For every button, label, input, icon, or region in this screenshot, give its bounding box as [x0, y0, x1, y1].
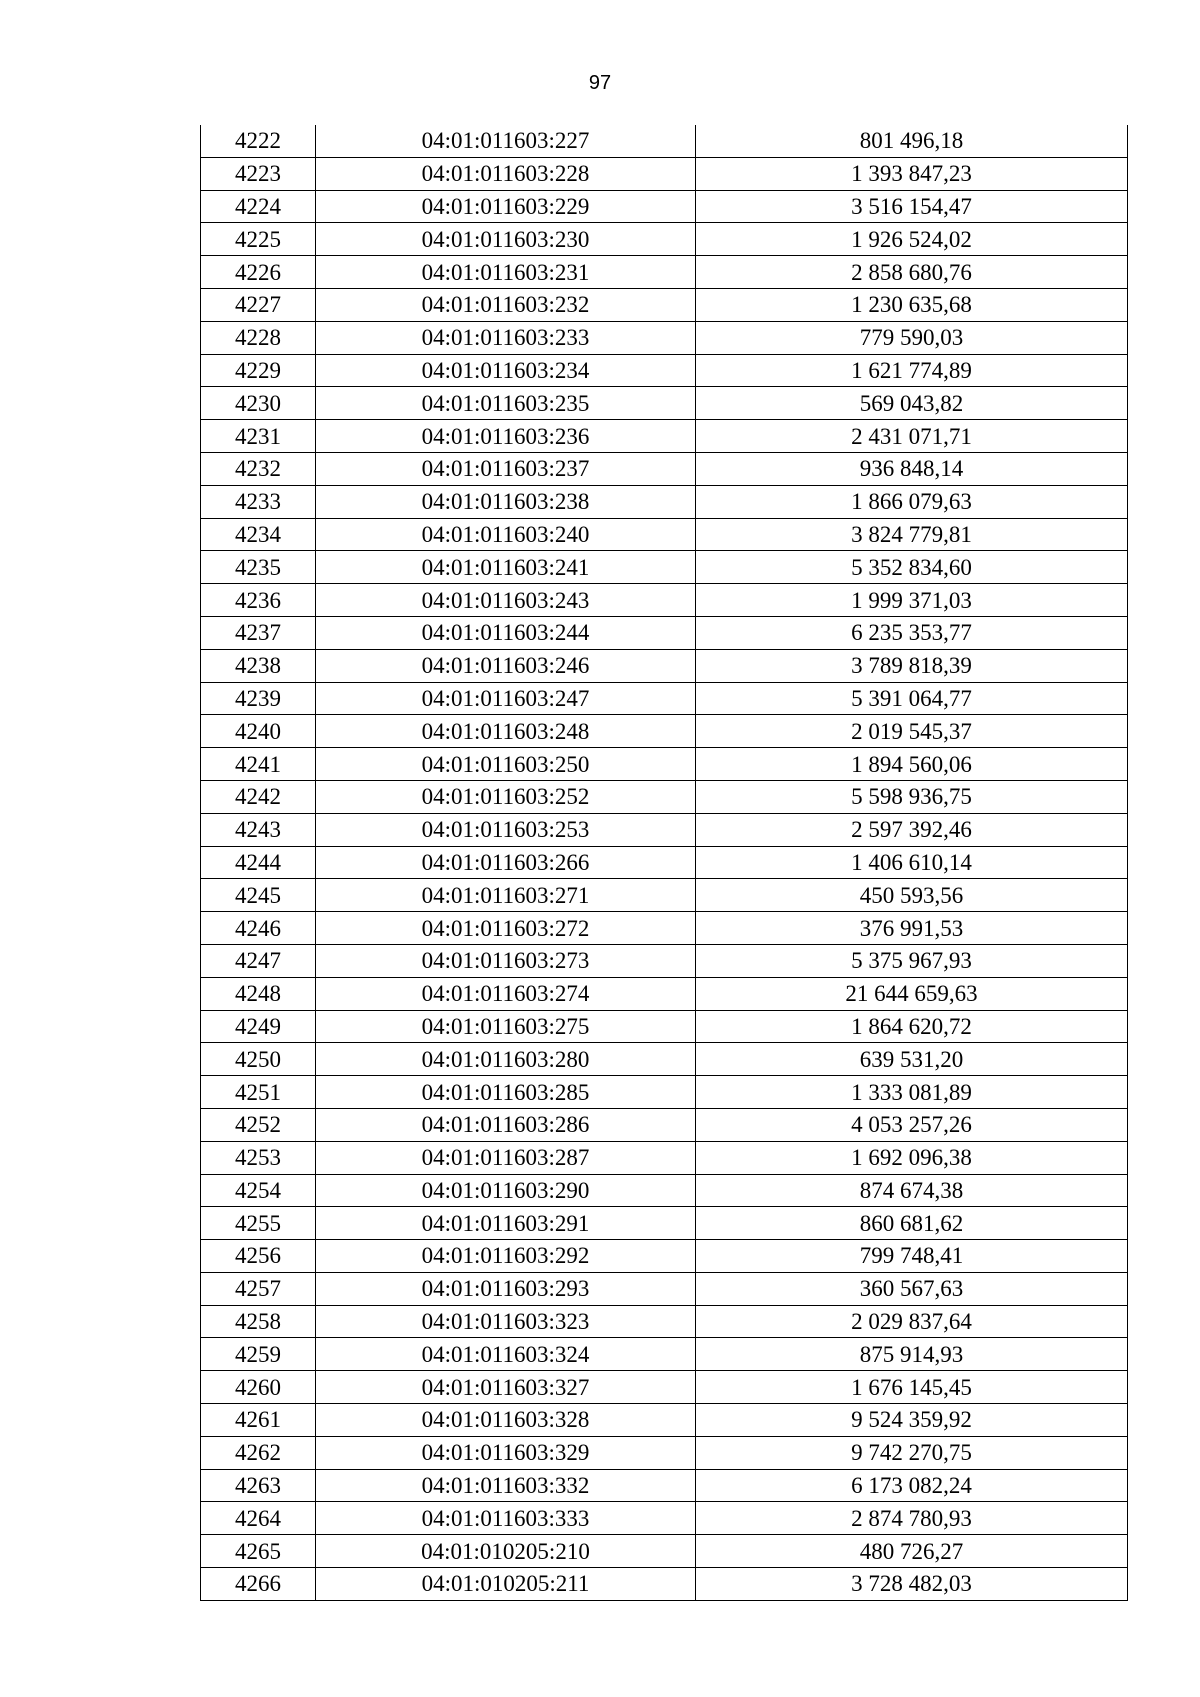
cadastral-number-cell: 04:01:011603:275 — [316, 1010, 696, 1043]
table-row — [201, 1174, 1128, 1207]
cadastral-number-cell: 04:01:011603:287 — [316, 1141, 696, 1174]
cadastral-number-cell: 04:01:011603:246 — [316, 649, 696, 682]
table-row — [201, 321, 1128, 354]
value-cell: 801 496,18 — [696, 125, 1128, 157]
table-row — [201, 813, 1128, 846]
value-cell: 2 858 680,76 — [696, 256, 1128, 289]
value-cell: 779 590,03 — [696, 321, 1128, 354]
value-cell: 21 644 659,63 — [696, 977, 1128, 1010]
row-number-cell: 4253 — [201, 1141, 316, 1174]
value-cell: 360 567,63 — [696, 1272, 1128, 1305]
value-cell: 875 914,93 — [696, 1338, 1128, 1371]
cadastral-number-cell: 04:01:011603:232 — [316, 288, 696, 321]
value-cell: 450 593,56 — [696, 879, 1128, 912]
row-number-cell: 4252 — [201, 1108, 316, 1141]
row-number-cell: 4222 — [201, 125, 316, 157]
cadastral-number-cell: 04:01:011603:293 — [316, 1272, 696, 1305]
table-row — [201, 780, 1128, 813]
value-cell: 1 406 610,14 — [696, 846, 1128, 879]
table-row — [201, 125, 1128, 157]
value-cell: 1 621 774,89 — [696, 354, 1128, 387]
table-row — [201, 944, 1128, 977]
row-number-cell: 4229 — [201, 354, 316, 387]
row-number-cell: 4257 — [201, 1272, 316, 1305]
row-number-cell: 4255 — [201, 1207, 316, 1240]
value-cell: 2 597 392,46 — [696, 813, 1128, 846]
table-row — [201, 616, 1128, 649]
cadastral-number-cell: 04:01:011603:227 — [316, 125, 696, 157]
table-row — [201, 748, 1128, 781]
row-number-cell: 4264 — [201, 1502, 316, 1535]
value-cell: 860 681,62 — [696, 1207, 1128, 1240]
table-row — [201, 223, 1128, 256]
value-cell: 1 692 096,38 — [696, 1141, 1128, 1174]
table-row — [201, 912, 1128, 945]
value-cell: 799 748,41 — [696, 1240, 1128, 1273]
row-number-cell: 4228 — [201, 321, 316, 354]
cadastral-number-cell: 04:01:011603:272 — [316, 912, 696, 945]
row-number-cell: 4224 — [201, 190, 316, 223]
value-cell: 1 926 524,02 — [696, 223, 1128, 256]
table-row — [201, 1469, 1128, 1502]
value-cell: 3 824 779,81 — [696, 518, 1128, 551]
table-row — [201, 1076, 1128, 1109]
row-number-cell: 4227 — [201, 288, 316, 321]
table-row — [201, 1305, 1128, 1338]
cadastral-number-cell: 04:01:011603:292 — [316, 1240, 696, 1273]
value-cell: 6 173 082,24 — [696, 1469, 1128, 1502]
value-cell: 6 235 353,77 — [696, 616, 1128, 649]
table-row — [201, 1371, 1128, 1404]
cadastral-number-cell: 04:01:011603:333 — [316, 1502, 696, 1535]
table-row — [201, 1108, 1128, 1141]
value-cell: 2 019 545,37 — [696, 715, 1128, 748]
row-number-cell: 4261 — [201, 1404, 316, 1437]
value-cell: 5 598 936,75 — [696, 780, 1128, 813]
table-row — [201, 1010, 1128, 1043]
cadastral-number-cell: 04:01:011603:290 — [316, 1174, 696, 1207]
cadastral-number-cell: 04:01:011603:266 — [316, 846, 696, 879]
value-cell: 1 894 560,06 — [696, 748, 1128, 781]
value-cell: 1 866 079,63 — [696, 485, 1128, 518]
cadastral-number-cell: 04:01:011603:240 — [316, 518, 696, 551]
table-row — [201, 715, 1128, 748]
table-row — [201, 190, 1128, 223]
cadastral-number-cell: 04:01:011603:252 — [316, 780, 696, 813]
table-row — [201, 485, 1128, 518]
table-row — [201, 1404, 1128, 1437]
table-row — [201, 518, 1128, 551]
value-cell: 5 391 064,77 — [696, 682, 1128, 715]
row-number-cell: 4234 — [201, 518, 316, 551]
table-row — [201, 879, 1128, 912]
row-number-cell: 4225 — [201, 223, 316, 256]
table-row — [201, 288, 1128, 321]
page-number: 97 — [588, 72, 612, 94]
cadastral-number-cell: 04:01:011603:244 — [316, 616, 696, 649]
row-number-cell: 4246 — [201, 912, 316, 945]
table-row — [201, 420, 1128, 453]
row-number-cell: 4235 — [201, 551, 316, 584]
value-cell: 2 431 071,71 — [696, 420, 1128, 453]
value-cell: 1 864 620,72 — [696, 1010, 1128, 1043]
value-cell: 3 789 818,39 — [696, 649, 1128, 682]
cadastral-number-cell: 04:01:011603:237 — [316, 452, 696, 485]
cadastral-number-cell: 04:01:011603:228 — [316, 157, 696, 190]
table-row — [201, 1436, 1128, 1469]
value-cell: 5 352 834,60 — [696, 551, 1128, 584]
table-row — [201, 1272, 1128, 1305]
cadastral-number-cell: 04:01:011603:230 — [316, 223, 696, 256]
row-number-cell: 4254 — [201, 1174, 316, 1207]
row-number-cell: 4239 — [201, 682, 316, 715]
cadastral-number-cell: 04:01:011603:235 — [316, 387, 696, 420]
row-number-cell: 4265 — [201, 1535, 316, 1568]
table-row — [201, 1141, 1128, 1174]
value-cell: 9 524 359,92 — [696, 1404, 1128, 1437]
cadastral-number-cell: 04:01:011603:328 — [316, 1404, 696, 1437]
table-row — [201, 1240, 1128, 1273]
row-number-cell: 4238 — [201, 649, 316, 682]
table-row — [201, 649, 1128, 682]
cadastral-number-cell: 04:01:011603:329 — [316, 1436, 696, 1469]
row-number-cell: 4266 — [201, 1568, 316, 1601]
cadastral-number-cell: 04:01:011603:286 — [316, 1108, 696, 1141]
cadastral-number-cell: 04:01:011603:243 — [316, 584, 696, 617]
value-cell: 569 043,82 — [696, 387, 1128, 420]
table-row — [201, 551, 1128, 584]
value-cell: 1 230 635,68 — [696, 288, 1128, 321]
row-number-cell: 4244 — [201, 846, 316, 879]
row-number-cell: 4223 — [201, 157, 316, 190]
row-number-cell: 4258 — [201, 1305, 316, 1338]
cadastral-number-cell: 04:01:011603:274 — [316, 977, 696, 1010]
value-cell: 3 516 154,47 — [696, 190, 1128, 223]
row-number-cell: 4233 — [201, 485, 316, 518]
row-number-cell: 4245 — [201, 879, 316, 912]
value-cell: 4 053 257,26 — [696, 1108, 1128, 1141]
table-row — [201, 1535, 1128, 1568]
table-row — [201, 387, 1128, 420]
table-row — [201, 452, 1128, 485]
table-row — [201, 1043, 1128, 1076]
value-cell: 1 393 847,23 — [696, 157, 1128, 190]
cadastral-number-cell: 04:01:011603:327 — [316, 1371, 696, 1404]
table-row — [201, 846, 1128, 879]
value-cell: 9 742 270,75 — [696, 1436, 1128, 1469]
row-number-cell: 4251 — [201, 1076, 316, 1109]
table-body — [201, 125, 1128, 1600]
row-number-cell: 4230 — [201, 387, 316, 420]
row-number-cell: 4259 — [201, 1338, 316, 1371]
cadastral-number-cell: 04:01:011603:250 — [316, 748, 696, 781]
row-number-cell: 4232 — [201, 452, 316, 485]
cadastral-number-cell: 04:01:011603:253 — [316, 813, 696, 846]
cadastral-number-cell: 04:01:011603:248 — [316, 715, 696, 748]
table-row — [201, 354, 1128, 387]
table-row — [201, 256, 1128, 289]
value-cell: 936 848,14 — [696, 452, 1128, 485]
value-cell: 2 874 780,93 — [696, 1502, 1128, 1535]
value-cell: 2 029 837,64 — [696, 1305, 1128, 1338]
value-cell: 5 375 967,93 — [696, 944, 1128, 977]
cadastral-number-cell: 04:01:011603:247 — [316, 682, 696, 715]
row-number-cell: 4240 — [201, 715, 316, 748]
cadastral-number-cell: 04:01:011603:241 — [316, 551, 696, 584]
row-number-cell: 4241 — [201, 748, 316, 781]
cadastral-number-cell: 04:01:011603:236 — [316, 420, 696, 453]
row-number-cell: 4250 — [201, 1043, 316, 1076]
row-number-cell: 4262 — [201, 1436, 316, 1469]
cadastral-number-cell: 04:01:011603:332 — [316, 1469, 696, 1502]
cadastral-number-cell: 04:01:011603:323 — [316, 1305, 696, 1338]
value-cell: 1 999 371,03 — [696, 584, 1128, 617]
table-row — [201, 584, 1128, 617]
cadastral-number-cell: 04:01:011603:291 — [316, 1207, 696, 1240]
cadastral-number-cell: 04:01:011603:273 — [316, 944, 696, 977]
cadastral-number-cell: 04:01:011603:229 — [316, 190, 696, 223]
cadastral-number-cell: 04:01:011603:233 — [316, 321, 696, 354]
table-row — [201, 1568, 1128, 1601]
table-row — [201, 157, 1128, 190]
row-number-cell: 4260 — [201, 1371, 316, 1404]
row-number-cell: 4247 — [201, 944, 316, 977]
row-number-cell: 4256 — [201, 1240, 316, 1273]
value-cell: 376 991,53 — [696, 912, 1128, 945]
cadastral-number-cell: 04:01:011603:285 — [316, 1076, 696, 1109]
value-cell: 1 333 081,89 — [696, 1076, 1128, 1109]
value-cell: 1 676 145,45 — [696, 1371, 1128, 1404]
row-number-cell: 4249 — [201, 1010, 316, 1043]
cadastral-number-cell: 04:01:010205:211 — [316, 1568, 696, 1601]
table-row — [201, 1502, 1128, 1535]
row-number-cell: 4237 — [201, 616, 316, 649]
cadastral-number-cell: 04:01:011603:280 — [316, 1043, 696, 1076]
value-cell: 480 726,27 — [696, 1535, 1128, 1568]
row-number-cell: 4263 — [201, 1469, 316, 1502]
row-number-cell: 4248 — [201, 977, 316, 1010]
row-number-cell: 4243 — [201, 813, 316, 846]
cadastral-number-cell: 04:01:011603:271 — [316, 879, 696, 912]
row-number-cell: 4226 — [201, 256, 316, 289]
table-row — [201, 1338, 1128, 1371]
value-cell: 639 531,20 — [696, 1043, 1128, 1076]
cadastral-number-cell: 04:01:011603:238 — [316, 485, 696, 518]
row-number-cell: 4231 — [201, 420, 316, 453]
table-row — [201, 682, 1128, 715]
value-cell: 3 728 482,03 — [696, 1568, 1128, 1601]
value-cell: 874 674,38 — [696, 1174, 1128, 1207]
table-row — [201, 1207, 1128, 1240]
row-number-cell: 4236 — [201, 584, 316, 617]
cadastral-number-cell: 04:01:011603:324 — [316, 1338, 696, 1371]
cadastral-number-cell: 04:01:011603:234 — [316, 354, 696, 387]
row-number-cell: 4242 — [201, 780, 316, 813]
cadastral-number-cell: 04:01:010205:210 — [316, 1535, 696, 1568]
data-table — [200, 125, 1128, 1601]
table-row — [201, 977, 1128, 1010]
cadastral-number-cell: 04:01:011603:231 — [316, 256, 696, 289]
